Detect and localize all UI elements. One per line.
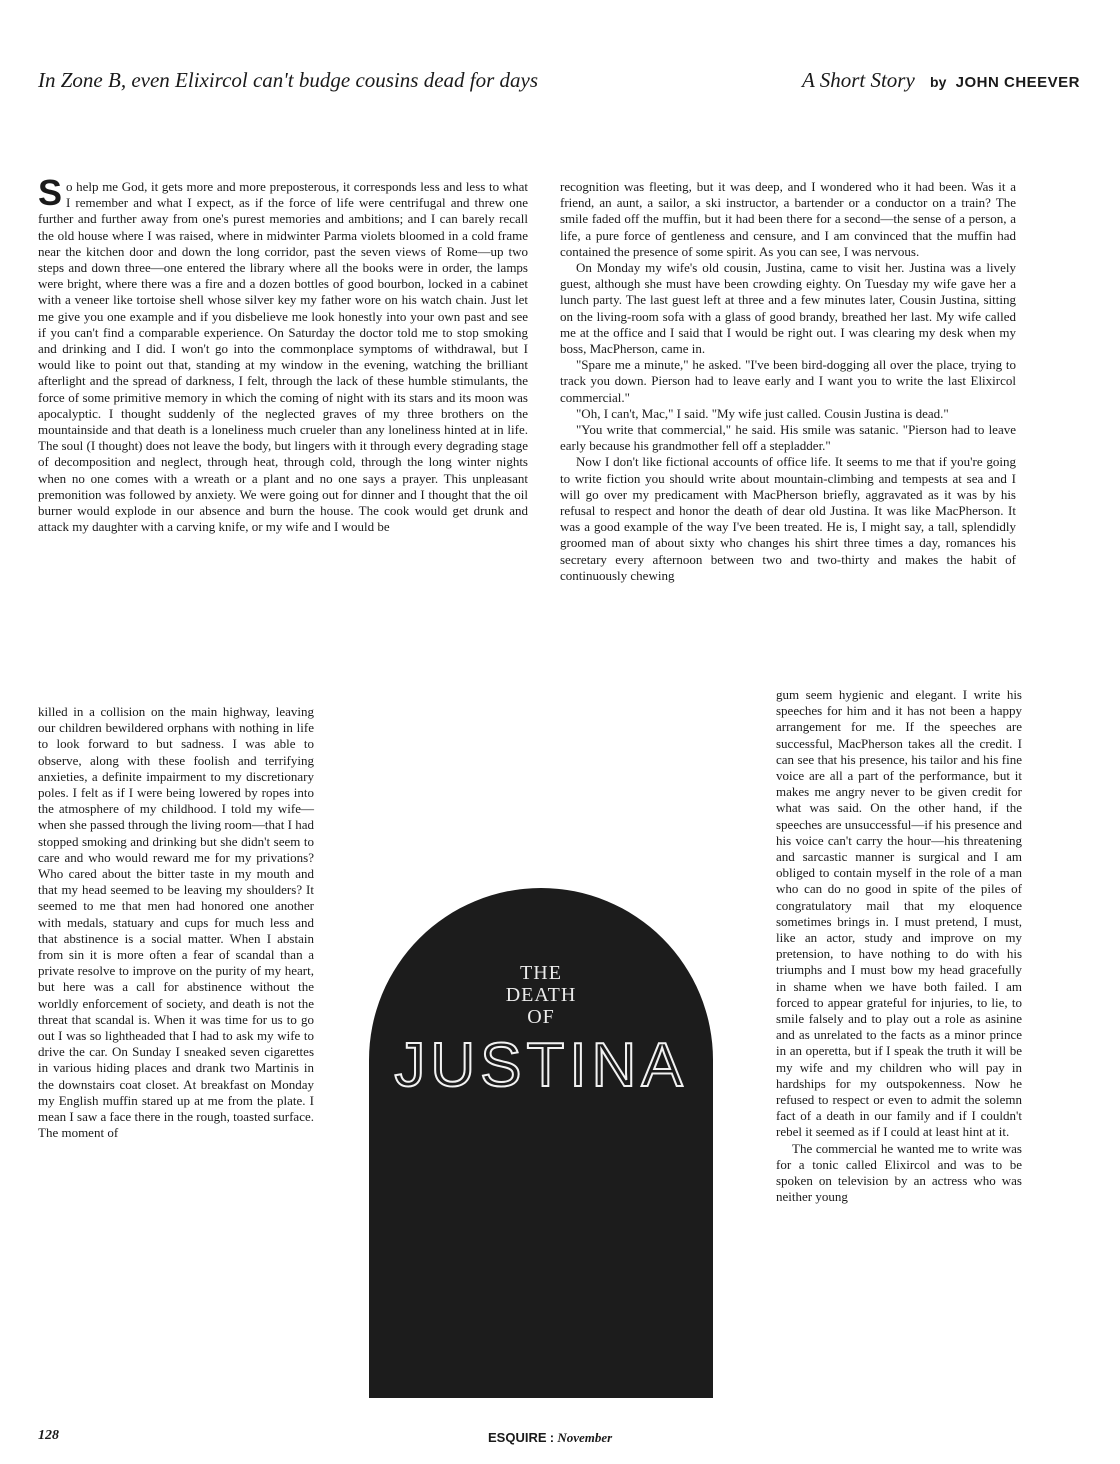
tombstone-title-art [369,888,713,1398]
paragraph-muffin: recognition was fleeting, but it was deep, and I wondered who it had been. Was it a friend, an aunt, a sailor, a ski instructor, a bartender or a conductor on a train? The smile faded off the muffin, but it had been there for a second—the sense of a person, a life, a pure force of gentleness and censure, and I am convinced that the muffin had contained the presence of some spirit. As you can see, I was nervous. [560,179,1016,259]
story-deck: In Zone B, even Elixircol can't budge cousins dead for days [38,68,539,92]
paragraph-macpherson-ask: "Spare me a minute," he asked. "I've been bird-dogging all over the place, trying to track you down. Pierson had to leave early and I want you to write the last Elixircol commercial." [560,357,1016,405]
opening-paragraph: o help me God, it gets more and more preposterous, it corresponds less and less to what I remember and what I expect, as if the force of life were centrifugal and threw one further and further away from one's purest memories and ambitions; and I can barely recall the old house where I was raised, where in midwinter Parma violets bloomed in a cold frame near the kitchen door and down the long corridor, past the seven views of Rome—up two steps and down three—one entered the library where all the books were in order, the lamps were bright, where there was a fire and a dozen bottles of good bourbon, locked in a cabinet with a veneer like tortoise shell whose silver key my father wore on his watch chain. Just let me give you one example and if you disbelieve me look honestly into your own past and see if you can't find a comparable experience. On Saturday the doctor told me to stop smoking and drinking and I did. I won't go into the commonplace symptoms of withdrawal, but I would like to point out that, standing at my window in the evening, watching the brilliant afterlight and the spread of darkness, I felt, through the lack of these humble stimulants, the force of some primitive memory in which the coming of night with its stars and its moon was apocalyptic. I thought suddenly of the neglected graves of my three brothers on the mountainside and that death is a loneliness much crueler than any loneliness hinted at in life. The soul (I thought) does not leave the body, but lingers with it through every degrading stage of decomposition and neglect, through heat, through cold, through the long winter nights when no one comes with a wreath or a plant and no one says a prayer. This unpleasant premonition was followed by anxiety. We were going out for dinner and I thought that the oil burner would explode in our absence and burn the house. The cook would get drunk and attack my daughter with a carving knife, or my wife and I would be [38,179,528,535]
paragraph-office-life: Now I don't like fictional accounts of office life. It seems to me that if you're going to write fiction you should write about mountain-climbing and tempests at sea and I will go over my predicament with MacPherson briefly, aggravated as it was by his refusal to respect and honor the death of dear old Justina. It was like MacPherson. It was a good example of the way I've been treated. He is, I might say, a tall, splendidly groomed man of about sixty who changes his shirt three times a day, romances his secretary every afternoon between two and two-thirty and makes the habit of continuously chewing [560,454,1016,583]
title-justina: JUSTINA [394,1031,688,1100]
magazine-footer [488,1430,612,1446]
magazine-name: ESQUIRE [488,1430,547,1445]
title-death: DEATH [505,984,577,1006]
paragraph-reply: "Oh, I can't, Mac," I said. "My wife just called. Cousin Justina is dead." [576,405,949,421]
footer-separator: : [549,1430,555,1445]
drop-cap: S [38,172,63,213]
column-1-bottom-text: killed in a collision on the main highway, leaving our children bewildered orphans with nothing in life to look forward to but sadness. I was able to observe, along with these foolish and terrifying anxieties, a definite impairment to my discretionary poles. I felt as if I were being lowered by ropes into the atmosphere of my childhood. I told my wife—when she passed through the living room—that I had stopped smoking and drinking but she didn't seem to care and who would reward me for my privations? Who cared about the bitter taste in my mouth and that my head seemed to be leaving my shoulders? It seemed to me that men had honored one another with medals, statuary and cups for much less and that abstinence is a social matter. When I abstain from sin it is more often a fear of scandal than a private resolve to improve on the purity of my heart, but here was a call for abstinence without the worldly enforcement of society, and death is not the threat that scandal is. When it was time for us to go out I was so lightheaded that I had to ask my wife to drive the car. On Sunday I sneaked seven cigarettes in various hiding places and drank two Martinis in the downstairs coat closet. At breakfast on Monday my English muffin stared up at me from the plate. I mean I saw a face there in the rough, toasted surface. The moment of [38,704,314,1141]
paragraph-justina-visit: On Monday my wife's old cousin, Justina, came to visit her. Justina was a lively guest, although she must have been crowding eighty. On Tuesday my wife gave her a lunch party. The last guest left at three and a few minutes later, Cousin Justina, sitting on the living-room sofa with a glass of good brandy, breathed her last. My wife called me at the office and I said that I would be right out. I was clearing my desk when my boss, MacPherson, came in. [560,260,1016,357]
byline-by: by [930,74,947,90]
column-3-text [776,687,1022,1206]
paragraph-commercial: The commercial he wanted me to write was for a tonic called Elixircol and was to be spoken on television by an actress who was neither young [776,1140,1022,1205]
issue-month: November [557,1430,613,1445]
title-of: OF [527,1006,555,1028]
paragraph-satanic: "You write that commercial," he said. His smile was satanic. "Pierson had to leave early because his grandmother fell off a stepladder." [560,422,1016,454]
page-number: 128 [38,1428,59,1443]
column-2-text [560,179,1016,584]
story-byline [802,68,1080,93]
paragraph-speeches: gum seem hygienic and elegant. I write his speeches for him and it has not been a happy arrangement for me. If the speeches are successful, MacPherson takes all the credit. I can see that his presence, his tailor and his fine voice are all a part of the performance, but it makes me angry never to be given credit for what was said. On the other hand, if the speeches are unsuccessful—if his presence and his voice can't carry the hour—his threatening and sarcastic manner is surgical and I am obliged to contain myself in the role of a man who can do no good in spite of the piles of congratulatory mail that my eloquence sometimes brings in. I must pretend, I must, like an actor, study and improve on my pretension, to have nothing to do with his triumphs and I must bow my head gracefully in shame when we have both failed. I am forced to appear grateful for injuries, to lie, to smile falsely and to play out a role as asinine and as unrelated to the facts as a minor prince in an operetta, but if I speak the truth it will be my wife and my children who will pay in hardships for my outspokenness. Now he refused to respect or even to admit the solemn fact of a death in our family and if I couldn't rebel it seemed as if I could at least hint at it. [776,687,1022,1140]
title-the: THE [520,962,562,984]
story-kicker: A Short Story [802,68,915,92]
author-name: JOHN CHEEVER [955,74,1080,91]
column-1-top-text [38,172,528,535]
